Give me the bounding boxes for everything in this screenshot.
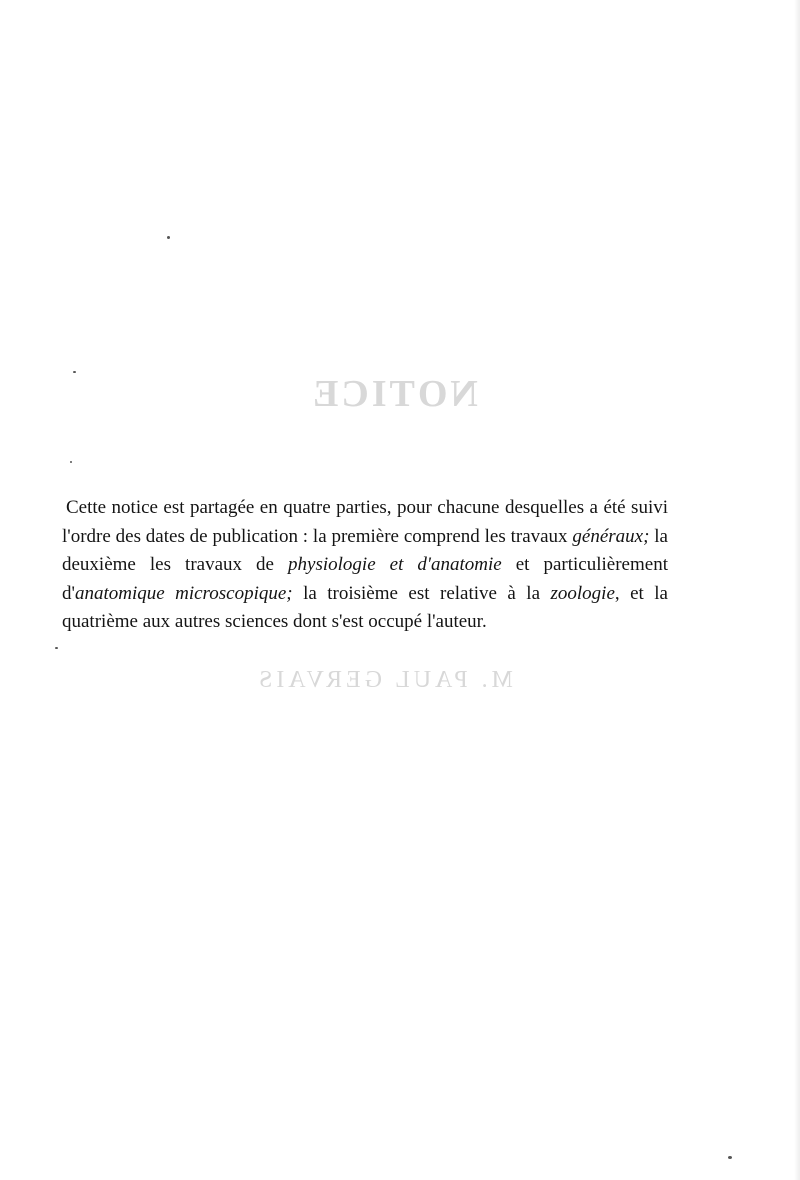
paragraph-segment-italic: généraux;	[572, 525, 650, 547]
paper-speck	[55, 647, 58, 649]
paragraph-segment: la troisième est relative à la	[292, 582, 551, 604]
paragraph-segment-italic: anatomique microscopique;	[74, 582, 293, 604]
paper-speck	[728, 1156, 732, 1159]
paper-speck	[73, 371, 76, 373]
paper-speck	[167, 236, 170, 239]
page-edge-shadow	[794, 0, 800, 1180]
notice-paragraph	[62, 494, 668, 637]
paper-speck	[70, 461, 72, 463]
paragraph-segment-italic: physiologie et d'anatomie	[288, 554, 502, 575]
paragraph-segment: , et la quatrième aux autres sciences dont s'est occupé l'auteur.	[62, 582, 668, 632]
paragraph-segment-italic: zoologie	[550, 582, 615, 604]
paragraph-segment: la deuxième les travaux de	[62, 525, 668, 575]
bleed-through-author: M. PAUL GERVAIS	[255, 667, 513, 693]
paragraph-segment: Cette notice est partagée en quatre parties, pour chacune desquelles a été suivi l'ordre des dates de publication : la première comprend les travaux	[62, 497, 668, 547]
bleed-through-title: NOTICE	[310, 373, 478, 415]
paragraph-segment: et particulièrement d'	[62, 554, 668, 604]
